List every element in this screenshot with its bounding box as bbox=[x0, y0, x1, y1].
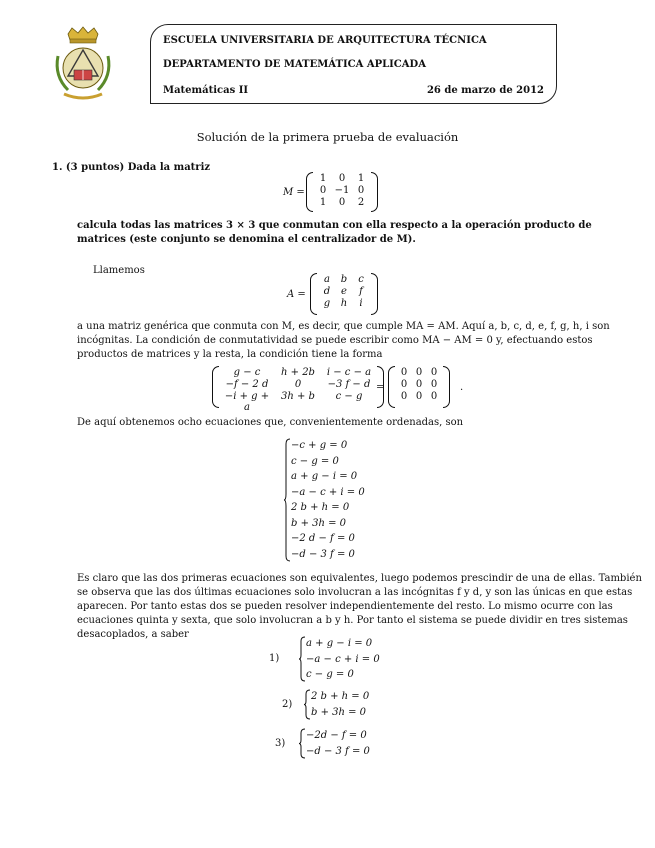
matrix-cell: 0 bbox=[415, 391, 423, 402]
matrix-m-name: M = bbox=[283, 187, 305, 198]
zero-matrix bbox=[388, 366, 450, 408]
equation: a + g − i = 0 bbox=[291, 471, 358, 482]
matrix-cell: −i + g + a bbox=[224, 391, 270, 413]
equation: −c + g = 0 bbox=[291, 440, 348, 451]
equation: b + 3h = 0 bbox=[311, 706, 367, 718]
matrix-cell: −f − 2 d bbox=[225, 379, 269, 390]
matrix-cell: 0 bbox=[400, 367, 408, 378]
paragraph-2: De aquí obtenemos ocho ecuaciones que, convenientemente ordenadas, son bbox=[77, 417, 464, 428]
equation: −a − c + i = 0 bbox=[306, 653, 380, 665]
matrix-cell: 0 bbox=[338, 197, 346, 208]
course-name: Matemáticas II bbox=[163, 85, 249, 96]
paragraph-3-line-3: aparecen. Por tanto estas dos se pueden resolver independientemente del resto. Lo mismo ocurre con las bbox=[77, 601, 613, 612]
system-1-label: 1) bbox=[269, 653, 280, 664]
matrix-cell: 1 bbox=[357, 173, 365, 184]
equation: −d − 3 f = 0 bbox=[291, 548, 355, 560]
problem-statement-line-1: calcula todas las matrices 3 × 3 que conmutan con ella respecto a la operación producto de bbox=[77, 220, 592, 231]
system-2-label: 2) bbox=[282, 699, 293, 710]
matrix-cell: 0 bbox=[430, 379, 438, 390]
matrix-cell: 0 bbox=[430, 391, 438, 402]
matrix-cell: 1 bbox=[319, 197, 327, 208]
paragraph-3-line-1: Es claro que las dos primeras ecuaciones son equivalentes, luego podemos prescindir de una de ellas. También bbox=[77, 573, 642, 584]
university-crest-logo bbox=[50, 26, 116, 104]
matrix-cell: g bbox=[323, 298, 331, 309]
equation: −a − c + i = 0 bbox=[291, 486, 365, 498]
equation: b + 3h = 0 bbox=[291, 517, 347, 529]
system-1 bbox=[306, 636, 380, 683]
matrix-cell: −1 bbox=[334, 185, 350, 196]
exam-date: 26 de marzo de 2012 bbox=[426, 85, 544, 96]
matrix-cell: i − c − a bbox=[326, 367, 372, 378]
left-brace bbox=[303, 689, 311, 720]
matrix-m bbox=[306, 172, 378, 212]
matrix-cell: d bbox=[323, 286, 331, 297]
equations-system bbox=[291, 438, 365, 562]
equation: 2 b + h = 0 bbox=[291, 502, 350, 513]
equals-sign: = bbox=[376, 382, 385, 393]
left-brace bbox=[298, 728, 306, 759]
matrix-cell: g − c bbox=[233, 367, 261, 378]
matrix-cell: e bbox=[341, 286, 347, 297]
matrix-cell: 0 bbox=[294, 379, 302, 390]
matrix-cell: i bbox=[359, 298, 363, 309]
equation: a + g − i = 0 bbox=[306, 638, 373, 649]
matrix-cell: 0 bbox=[338, 173, 346, 184]
left-brace bbox=[283, 438, 291, 562]
system-3 bbox=[306, 728, 370, 759]
matrix-a-name: A = bbox=[287, 289, 306, 300]
equation: −2 d − f = 0 bbox=[291, 533, 355, 544]
system-3-label: 3) bbox=[275, 738, 286, 749]
matrix-cell: 2 bbox=[357, 197, 365, 208]
equation: 2 b + h = 0 bbox=[311, 691, 370, 702]
paragraph-1-line-3: productos de matrices y la resta, la condición tiene la forma bbox=[77, 349, 383, 360]
system-2 bbox=[311, 689, 369, 720]
problem-statement-line-2: matrices (este conjunto se denomina el centralizador de M). bbox=[77, 234, 416, 245]
matrix-cell: 1 bbox=[319, 173, 327, 184]
header-box bbox=[150, 24, 557, 104]
problem-label: 1. (3 puntos) Dada la matriz bbox=[52, 162, 211, 173]
equation: c − g = 0 bbox=[291, 455, 339, 467]
matrix-cell: 0 bbox=[400, 391, 408, 402]
equation: −2d − f = 0 bbox=[306, 730, 367, 741]
matrix-cell: −3 f − d bbox=[327, 379, 371, 390]
paragraph-3-line-5: desacoplados, a saber bbox=[77, 629, 189, 640]
paragraph-1-line-2: incógnitas. La condición de conmutatividad se puede escribir como MA − AM = 0 y, efectuando estos bbox=[77, 335, 593, 346]
page-title: Solución de la primera prueba de evaluación bbox=[196, 130, 459, 144]
matrix-cell: c bbox=[358, 274, 364, 285]
paragraph-3-line-4: ecuaciones quinta y sexta, que solo involucran a b y h. Por tanto el sistema se puede dividir en tres sistemas bbox=[77, 615, 628, 626]
matrix-cell: 0 bbox=[415, 379, 423, 390]
commutator-matrix bbox=[212, 366, 384, 413]
matrix-cell: 0 bbox=[357, 185, 365, 196]
paragraph-1-line-1: a una matriz genérica que conmuta con M, es decir, que cumple MA = AM. Aquí a, b, c, d, e, f, g, h, i son bbox=[77, 321, 610, 332]
matrix-cell: f bbox=[359, 286, 363, 297]
matrix-cell: 0 bbox=[415, 367, 423, 378]
matrix-cell: 0 bbox=[319, 185, 327, 196]
equation: −d − 3 f = 0 bbox=[306, 745, 370, 757]
matrix-cell: 3h + b bbox=[281, 391, 315, 402]
period: . bbox=[460, 382, 464, 393]
school-name: ESCUELA UNIVERSITARIA DE ARQUITECTURA TÉCNICA bbox=[163, 35, 487, 46]
matrix-cell: c − g bbox=[335, 391, 363, 402]
solution-intro: Llamemos bbox=[93, 265, 145, 276]
matrix-cell: h + 2b bbox=[281, 367, 315, 378]
matrix-cell: a bbox=[324, 274, 330, 285]
matrix-cell: h bbox=[340, 298, 348, 309]
matrix-cell: 0 bbox=[430, 367, 438, 378]
matrix-a bbox=[310, 273, 378, 315]
department-name: DEPARTAMENTO DE MATEMÁTICA APLICADA bbox=[163, 59, 426, 70]
equation: c − g = 0 bbox=[306, 669, 354, 680]
matrix-cell: 0 bbox=[400, 379, 408, 390]
matrix-cell: b bbox=[340, 274, 348, 285]
left-brace bbox=[298, 636, 306, 682]
paragraph-3-line-2: se observa que las dos últimas ecuaciones solo involucran a las incógnitas f y d, y son las únicas en que estas bbox=[77, 587, 633, 598]
